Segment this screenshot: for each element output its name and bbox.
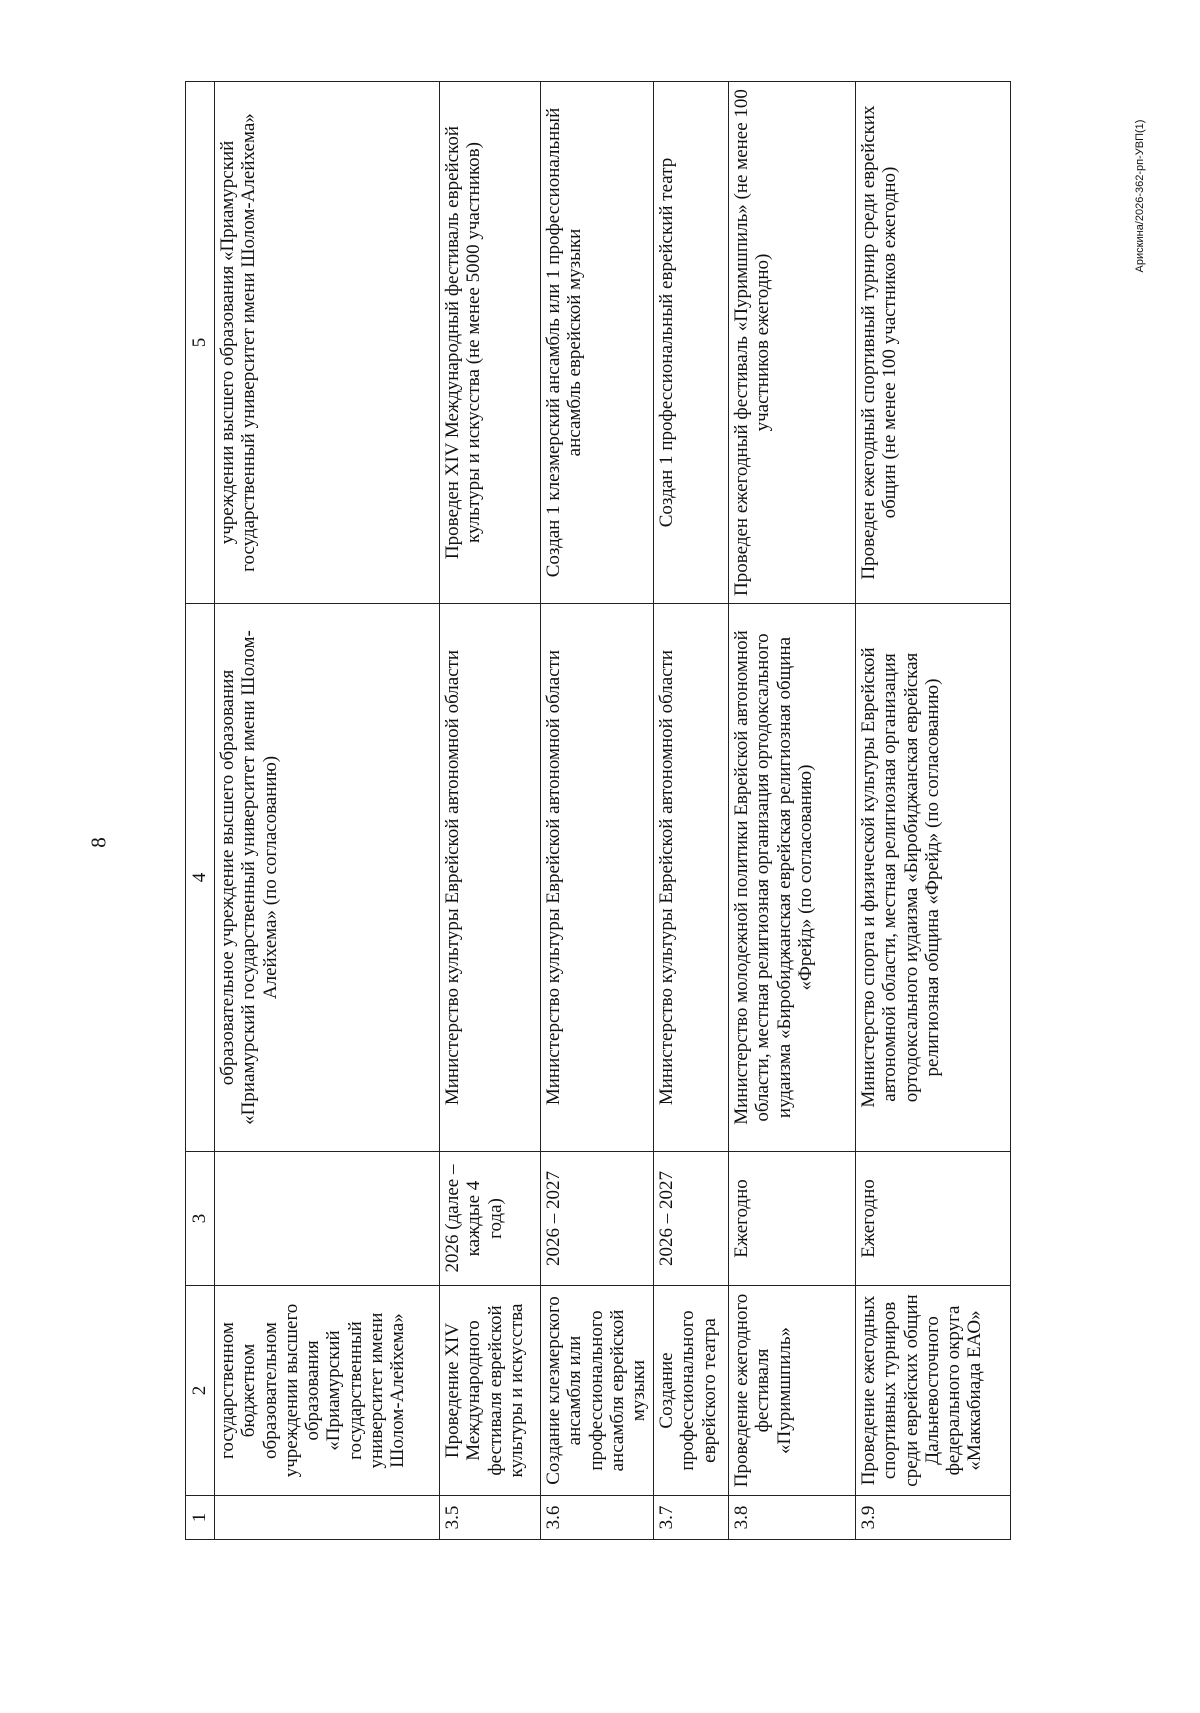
event-cell: Создание профессионального еврейского театра [654, 1286, 729, 1496]
term-cell: 2026 – 2027 [541, 1152, 654, 1286]
event-cell: Создание клезмерского ансамбля или профессионального ансамбля еврейской музыки [541, 1286, 654, 1496]
term-cell: Ежегодно [729, 1152, 856, 1286]
table-row [729, 82, 856, 1540]
executor-cell: Министерство спорта и физической культуры Еврейской автономной области, местная религиозная организация ортодоксального иудаизма «Биробиджанская еврейская религиозная община «Фрейд» (по согласованию) [856, 604, 1011, 1152]
result-cell: Создан 1 профессиональный еврейский театр [654, 82, 729, 604]
column-header-5: 5 [186, 82, 215, 604]
row-number: 3.5 [440, 1496, 541, 1540]
table-row [541, 82, 654, 1540]
column-header-3: 3 [186, 1152, 215, 1286]
footer-code: Арискина/2026-362-рп-УВП(1) [1134, 119, 1146, 273]
row-number: 3.9 [856, 1496, 1011, 1540]
event-cell: Проведение ежегодного фестиваля «Пуримшпиль» [729, 1286, 856, 1496]
column-header-1: 1 [186, 1496, 215, 1540]
column-header-4: 4 [186, 604, 215, 1152]
event-cell: Проведение XIV Международного фестиваля еврейской культуры и искусства [440, 1286, 541, 1496]
row-number: 3.8 [729, 1496, 856, 1540]
result-cell: Проведен XIV Международный фестиваль еврейской культуры и искусства (не менее 5000 участников) [440, 82, 541, 604]
result-cell: Создан 1 клезмерский ансамбль или 1 профессиональный ансамбль еврейской музыки [541, 82, 654, 604]
term-cell [215, 1152, 440, 1286]
row-number: 3.7 [654, 1496, 729, 1540]
result-cell: Проведен ежегодный спортивный турнир среди еврейских общин (не менее 100 участников ежегодно) [856, 82, 1011, 604]
event-cell: Проведение ежегодных спортивных турниров среди еврейских общин Дальневосточного федерального округа «Маккабиада ЕАО» [856, 1286, 1011, 1496]
result-cell: учреждении высшего образования «Приамурский государственный университет имени Шолом-Алейхема» [215, 82, 440, 604]
table-row [215, 82, 440, 1540]
row-number: 3.6 [541, 1496, 654, 1540]
table-row [654, 82, 729, 1540]
plan-table [185, 81, 1011, 1540]
executor-cell: Министерство культуры Еврейской автономной области [541, 604, 654, 1152]
executor-cell: Министерство культуры Еврейской автономной области [440, 604, 541, 1152]
result-cell: Проведен ежегодный фестиваль «Пуримшпиль» (не менее 100 участников ежегодно) [729, 82, 856, 604]
table-header-row [186, 82, 215, 1540]
page-number: 8 [86, 837, 111, 848]
table-row [856, 82, 1011, 1540]
row-number [215, 1496, 440, 1540]
term-cell: 2026 – 2027 [654, 1152, 729, 1286]
term-cell: Ежегодно [856, 1152, 1011, 1286]
term-cell: 2026 (далее – каждые 4 года) [440, 1152, 541, 1286]
event-cell: государственном бюджетном образовательном учреждении высшего образования «Приамурский государственный университет имени Шолом-Алейхема» [215, 1286, 440, 1496]
executor-cell: Министерство молодежной политики Еврейской автономной области, местная религиозная организация ортодоксального иудаизма «Биробиджанская еврейская религиозная община «Фрейд» (по согласованию) [729, 604, 856, 1152]
column-header-2: 2 [186, 1286, 215, 1496]
executor-cell: Министерство культуры Еврейской автономной области [654, 604, 729, 1152]
executor-cell: образовательное учреждение высшего образования «Приамурский государственный университет имени Шолом-Алейхема» (по согласованию) [215, 604, 440, 1152]
table-row [440, 82, 541, 1540]
table-container [185, 82, 1039, 1540]
